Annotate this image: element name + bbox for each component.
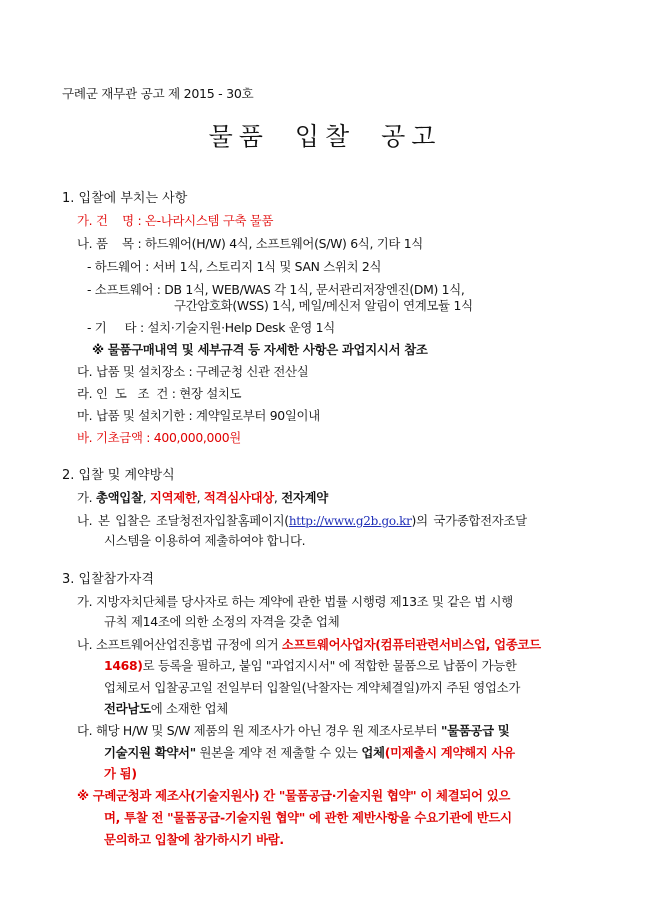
item-1b-software-line1: - 소프트웨어 : DB 1식, WEB/WAS 각 1식, 문서관리저장엔진(DM) 1식, <box>87 282 465 297</box>
item-3b-software-business: 소프트웨어사업자(컴퓨터관련서비스업, 업종코드 <box>281 637 541 652</box>
item-3c-text: 다. 해당 H/W 및 S/W 제품의 원 제조사가 아닌 경우 원 제조사로부터 <box>77 723 441 738</box>
item-3b-line3: 업체로서 입찰공고일 전일부터 입찰일(낙찰자는 계약체결일)까지 주된 영업소가 <box>104 680 520 695</box>
note-agreement-line3: 문의하고 입찰에 참가하시기 바람. <box>104 832 284 847</box>
sep: , <box>196 490 204 505</box>
item-1b-software-line2: 구간암호화(WSS) 1식, 메일/메신저 알림이 연계모듈 1식 <box>174 298 473 313</box>
note-agreement-line1: ※ 구례군청과 제조사(기술지원사) 간 "물품공급·기술지원 협약" 이 체결되어 있으 <box>77 788 511 803</box>
item-2b-text-post: )의 국가종합전자조달 <box>411 513 527 528</box>
item-3c-commitment: "물품공급 및 <box>440 723 510 738</box>
item-3c-line2 <box>104 745 515 761</box>
item-1b-hardware: - 하드웨어 : 서버 1식, 스토리지 1식 및 SAN 스위치 2식 <box>87 259 382 274</box>
note-agreement-line2: 며, 투찰 전 "물품공급-기술지원 협약" 에 관한 제반사항을 수요기관에 반드시 <box>104 810 512 825</box>
item-3c-termination: (미제출시 계약해지 사유 <box>384 745 515 760</box>
method-electronic-contract: 전자계약 <box>281 490 328 505</box>
section-3-heading: 3. 입찰참가자격 <box>62 572 154 587</box>
note-spec-reference: ※ 물품구매내역 및 세부규격 등 자세한 사항은 과업지시서 참조 <box>92 342 428 357</box>
item-3b-region: 전라남도 <box>104 701 151 716</box>
item-3b-line2 <box>104 658 517 674</box>
item-3b-text4: 에 소재한 업체 <box>150 701 228 716</box>
method-region-limit: 지역제한 <box>149 490 197 505</box>
item-3b-industry-code: 1468) <box>104 658 143 673</box>
item-1d: 라. 인 도 조 건 : 현장 설치도 <box>77 386 242 401</box>
item-1b: 나. 품 목 : 하드웨어(H/W) 4식, 소프트웨어(S/W) 6식, 기타 1식 <box>77 236 423 251</box>
item-3c-line1 <box>77 723 509 739</box>
item-3b-line1 <box>77 637 541 653</box>
g2b-link[interactable]: http://www.g2b.go.kr <box>288 514 412 528</box>
sep: , <box>142 490 150 505</box>
item-3a-line1: 가. 지방자치단체를 당사자로 하는 계약에 관한 법률 시행령 제13조 및 같은 법 시행 <box>77 594 513 609</box>
page-title: 물품 입찰 공고 <box>208 122 442 151</box>
item-3b-text2: 로 등록을 필하고, 붙임 "과업지시서" 에 적합한 물품으로 납품이 가능한 <box>142 658 517 673</box>
sep: , <box>273 490 282 505</box>
method-total-bid: 총액입찰 <box>95 490 143 505</box>
item-2a-label: 가. <box>77 490 96 505</box>
item-2b-line2: 시스템을 이용하여 제출하여야 합니다. <box>104 533 306 548</box>
section-2-heading: 2. 입찰 및 계약방식 <box>62 468 175 483</box>
item-3b-line4 <box>104 701 228 717</box>
item-1a-value: 온-나라시스템 구축 물품 <box>145 213 274 228</box>
item-3c-line3: 가 됨) <box>104 766 137 781</box>
item-1e: 마. 납품 및 설치기한 : 계약일로부터 90일이내 <box>77 408 320 423</box>
section-1-heading: 1. 입찰에 부치는 사항 <box>62 191 188 206</box>
item-2b-text: 나. 본 입찰은 조달청전자입찰홈페이지( <box>77 513 289 528</box>
item-1b-etc: - 기 타 : 설치·기술지원·Help Desk 운영 1식 <box>87 320 335 335</box>
item-1a-label: 가. 건 명 : <box>77 213 145 228</box>
item-2b-line1 <box>77 513 527 529</box>
notice-number: 구례군 재무관 공고 제 2015 - 30호 <box>62 86 254 101</box>
item-1c: 다. 납품 및 설치장소 : 구례군청 신관 전산실 <box>77 364 309 379</box>
item-3c-text2: 원본을 계약 전 제출할 수 있는 <box>195 745 362 760</box>
method-eligibility-review: 적격심사대상 <box>203 490 274 505</box>
item-3a-line2: 규칙 제14조에 의한 소정의 자격을 갖춘 업체 <box>104 614 340 629</box>
item-3b-text: 나. 소프트웨어산업진흥법 규정에 의거 <box>77 637 282 652</box>
item-1a <box>77 213 273 229</box>
item-3c-commitment-cont: 기술지원 확약서" <box>104 745 196 760</box>
item-1f-base-price: 바. 기초금액 : 400,000,000원 <box>77 430 241 445</box>
item-2a <box>77 490 328 506</box>
item-3c-company: 업체 <box>361 745 385 760</box>
